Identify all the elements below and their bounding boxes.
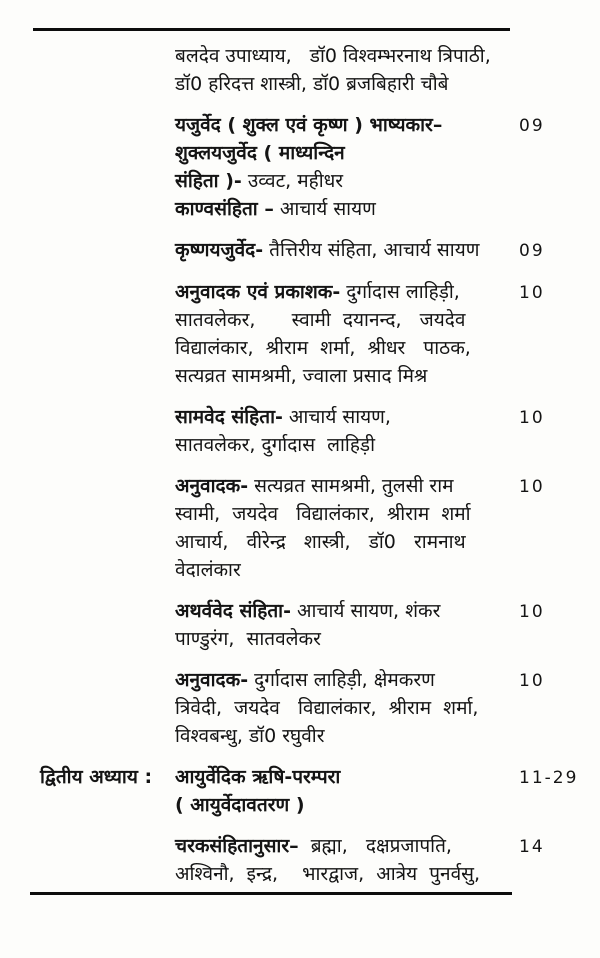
toc-line bbox=[175, 195, 491, 223]
toc-line bbox=[175, 763, 491, 791]
page-number: 10 bbox=[519, 671, 545, 691]
line-text: दुर्गादास लाहिड़ी, bbox=[340, 281, 460, 303]
toc-line bbox=[175, 832, 491, 860]
line-heading: आयुर्वेदिक ऋषि-परम्परा bbox=[175, 766, 341, 788]
toc-line bbox=[175, 362, 491, 390]
line-heading: शुक्लयजुर्वेद ( माध्यन्दिन bbox=[175, 142, 345, 164]
toc-entry bbox=[40, 42, 575, 98]
chapter-label: द्वितीय अध्याय : bbox=[40, 766, 153, 788]
chapter-label bbox=[40, 111, 175, 223]
toc-entry bbox=[40, 763, 579, 819]
line-text: सत्यव्रत सामश्रमी, तुलसी राम bbox=[248, 475, 454, 497]
line-text: सातवलेकर, दुर्गादास लाहिड़ी bbox=[175, 434, 376, 456]
chapter-label bbox=[40, 236, 175, 265]
line-text: उव्वट, महीधर bbox=[241, 170, 344, 192]
line-heading: ( आयुर्वेदावतरण ) bbox=[175, 794, 305, 816]
toc-line bbox=[175, 694, 491, 722]
toc-entry bbox=[40, 832, 575, 888]
page-number: 09 bbox=[519, 241, 545, 261]
toc-line bbox=[175, 722, 491, 750]
chapter-label bbox=[40, 42, 175, 98]
toc-line bbox=[175, 666, 491, 694]
line-heading: काण्वसंहिता – bbox=[175, 198, 274, 220]
line-text: विश्वबन्धु, डॉ0 रघुवीर bbox=[175, 725, 325, 747]
toc-line bbox=[175, 791, 491, 819]
toc-entry bbox=[40, 403, 575, 459]
line-text: आचार्य सायण bbox=[273, 198, 376, 220]
line-text: आचार्य सायण, शंकर bbox=[290, 600, 441, 622]
line-heading: सामवेद संहिता- bbox=[175, 406, 283, 428]
toc-line bbox=[175, 111, 491, 139]
toc-entry bbox=[40, 472, 575, 584]
toc-line bbox=[175, 556, 491, 584]
line-text: आचार्य, वीरेन्द्र शास्त्री, डॉ0 रामनाथ bbox=[175, 531, 466, 553]
line-text: पाण्डुरंग, सातवलेकर bbox=[175, 628, 321, 650]
toc-line bbox=[175, 860, 491, 888]
line-text: बलदेव उपाध्याय, डॉ0 विश्वम्भरनाथ त्रिपाठी, bbox=[175, 45, 491, 67]
line-heading: अनुवादक एवं प्रकाशक- bbox=[175, 281, 341, 303]
toc-line bbox=[175, 431, 491, 459]
line-text: स्वामी, जयदेव विद्यालंकार, श्रीराम शर्मा bbox=[175, 503, 471, 525]
chapter-label bbox=[40, 666, 175, 750]
toc-entry bbox=[40, 236, 575, 265]
page-number: 10 bbox=[519, 408, 545, 428]
toc-entry bbox=[40, 278, 575, 390]
bottom-divider bbox=[30, 892, 512, 895]
page-number: 10 bbox=[519, 283, 545, 303]
chapter-label bbox=[40, 278, 175, 390]
line-text: सातवलेकर, स्वामी दयानन्द, जयदेव bbox=[175, 309, 466, 331]
line-text: विद्यालंकार, श्रीराम शर्मा, श्रीधर पाठक, bbox=[175, 337, 471, 359]
line-heading: यजुर्वेद ( शुक्ल एवं कृष्ण ) भाष्यकार– bbox=[175, 114, 443, 136]
toc-line bbox=[175, 306, 491, 334]
toc-line bbox=[175, 42, 491, 70]
toc-entry bbox=[40, 111, 575, 223]
toc-line bbox=[175, 500, 491, 528]
line-text: ब्रह्मा, दक्षप्रजापति, bbox=[298, 835, 452, 857]
line-heading: अथर्ववेद संहिता- bbox=[175, 600, 291, 622]
toc-line bbox=[175, 334, 491, 362]
toc-line bbox=[175, 528, 491, 556]
chapter-label bbox=[40, 832, 175, 888]
chapter-label bbox=[40, 597, 175, 653]
toc-line bbox=[175, 278, 491, 306]
line-text: सत्यव्रत सामश्रमी, ज्वाला प्रसाद मिश्र bbox=[175, 365, 428, 387]
top-divider bbox=[33, 28, 510, 31]
line-heading: संहिता )- bbox=[175, 170, 242, 192]
page-number: 09 bbox=[519, 116, 545, 136]
line-heading: अनुवादक- bbox=[175, 475, 249, 497]
toc-line bbox=[175, 597, 491, 625]
page-number: 11-29 bbox=[519, 768, 579, 788]
page-number: 14 bbox=[519, 837, 545, 857]
page-number: 10 bbox=[519, 477, 545, 497]
toc-line bbox=[175, 472, 491, 500]
toc-line bbox=[175, 403, 491, 431]
line-text: आचार्य सायण, bbox=[282, 406, 391, 428]
chapter-label bbox=[40, 472, 175, 584]
toc-entry bbox=[40, 666, 575, 750]
line-heading: चरकसंहितानुसार– bbox=[175, 835, 299, 857]
toc-line bbox=[175, 70, 491, 98]
line-text: तैत्तिरीय संहिता, आचार्य सायण bbox=[263, 239, 480, 261]
line-text: डॉ0 हरिदत्त शास्त्री, डॉ0 ब्रजबिहारी चौबे bbox=[175, 73, 449, 95]
page-number bbox=[491, 42, 575, 98]
line-heading: अनुवादक- bbox=[175, 669, 249, 691]
line-text: अश्विनौ, इन्द्र, भारद्वाज, आत्रेय पुनर्वसु, bbox=[175, 863, 481, 885]
page-number: 10 bbox=[519, 602, 545, 622]
toc-entry bbox=[40, 597, 575, 653]
toc-line bbox=[175, 625, 491, 653]
chapter-label bbox=[40, 403, 175, 459]
toc-line bbox=[175, 167, 491, 195]
table-of-contents bbox=[40, 42, 579, 901]
line-text: दुर्गादास लाहिड़ी, क्षेमकरण bbox=[248, 669, 435, 691]
line-text: त्रिवेदी, जयदेव विद्यालंकार, श्रीराम शर्मा, bbox=[175, 697, 479, 719]
toc-line bbox=[175, 236, 491, 264]
toc-line bbox=[175, 139, 491, 167]
line-text: वेदालंकार bbox=[175, 559, 241, 581]
line-heading: कृष्णयजुर्वेद- bbox=[175, 239, 264, 261]
